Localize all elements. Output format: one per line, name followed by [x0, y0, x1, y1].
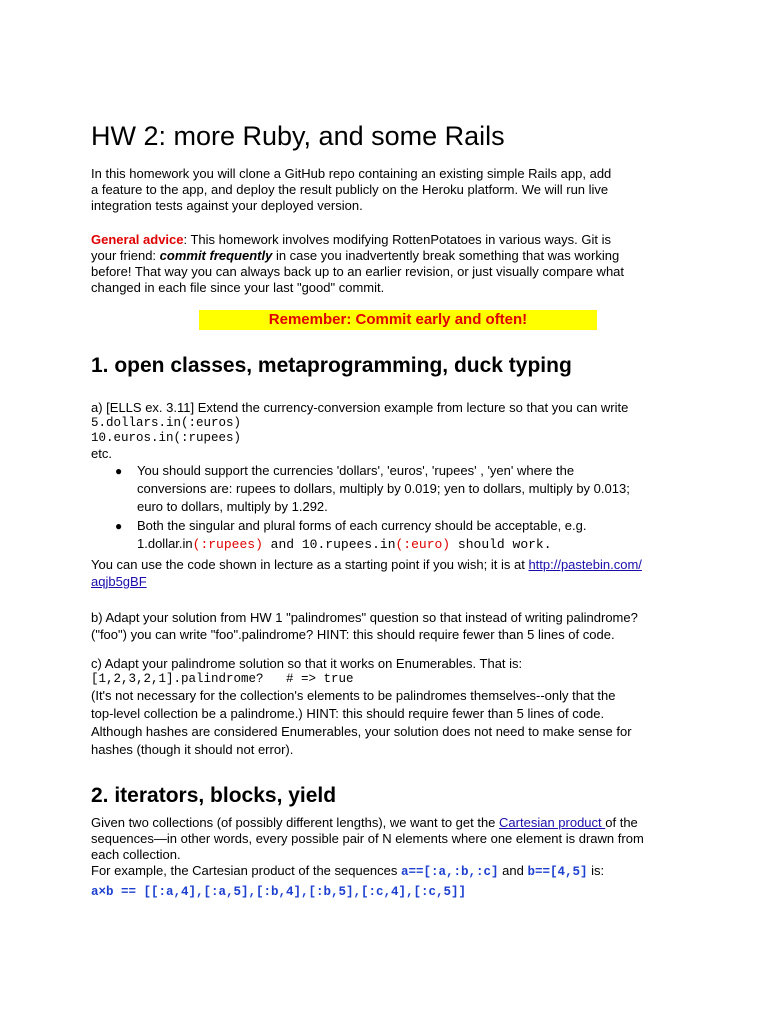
bullet-icon: ●	[115, 464, 123, 478]
advice-text: changed in each file since your last "good" commit.	[91, 280, 385, 295]
advice-text: in case you inadvertently break something that was working	[272, 248, 620, 263]
code-line: 5.dollars.in(:euros)	[91, 416, 242, 430]
pastebin-text: You can use the code shown in lecture as a starting point if you wish; it is at	[91, 557, 529, 572]
bullet-item	[137, 517, 677, 554]
section2-text: For example, the Cartesian product of the sequences	[91, 863, 402, 878]
section2-text: is:	[587, 863, 605, 878]
section1-part-b	[91, 609, 691, 643]
advice-label: General advice	[91, 232, 184, 247]
bullet-line: 1.dollar.in	[137, 536, 193, 551]
section2-text: Given two collections (of possibly different lengths), we want to get the	[91, 815, 500, 830]
part-c-line: hashes (though it should not error).	[91, 742, 294, 757]
section2-text: and	[498, 863, 528, 878]
section2-text: each collection.	[91, 847, 181, 862]
pastebin-link[interactable]: http://pastebin.com/	[528, 557, 642, 572]
advice-text: before! That way you can always back up to an earlier revision, or just visually compare what	[91, 264, 625, 279]
reminder-banner: Remember: Commit early and often!	[199, 310, 597, 330]
section1-heading: 1. open classes, metaprogramming, duck typing	[91, 354, 572, 377]
code-line: 10.euros.in(:rupees)	[91, 431, 242, 445]
part-c-line: Although hashes are considered Enumerables, your solution does not need to make sense for	[91, 724, 632, 739]
code-snippet: b==[4,5]	[527, 865, 588, 879]
bullet-line: You should support the currencies 'dollars', 'euros', 'rupees' , 'yen' where the	[137, 463, 575, 478]
advice-emphasis: commit frequently	[159, 248, 273, 263]
code-snippet: and 10.rupees.in	[262, 537, 396, 552]
page-title: HW 2: more Ruby, and some Rails	[91, 121, 505, 151]
section2-text: sequences—in other words, every possible pair of N elements where one element is drawn from	[91, 831, 644, 846]
code-snippet: should work.	[450, 537, 552, 552]
intro-line: a feature to the app, and deploy the result publicly on the Heroku platform. We will run live	[91, 182, 609, 197]
intro-line: In this homework you will clone a GitHub repo containing an existing simple Rails app, add	[91, 166, 612, 181]
intro-paragraph	[91, 166, 691, 214]
bullet-line: Both the singular and plural forms of each currency should be acceptable, e.g.	[137, 518, 587, 533]
section1-part-a	[91, 400, 691, 462]
part-a-etc: etc.	[91, 446, 112, 461]
part-c-line: top-level collection be a palindrome.) HINT: this should require fewer than 5 lines of code.	[91, 706, 605, 721]
advice-text: your friend:	[91, 248, 160, 263]
advice-text: : This homework involves modifying RottenPotatoes in various ways. Git is	[183, 232, 611, 247]
part-c-intro: c) Adapt your palindrome solution so that it works on Enumerables. That is:	[91, 656, 523, 671]
section2-paragraph	[91, 815, 691, 900]
section2-text: of the	[605, 815, 638, 830]
cartesian-product-link[interactable]: Cartesian product	[499, 815, 606, 830]
section2-heading: 2. iterators, blocks, yield	[91, 784, 337, 807]
part-c-line: (It's not necessary for the collection's elements to be palindromes themselves--only that the	[91, 688, 616, 703]
bullet-item	[137, 462, 677, 516]
pastebin-link[interactable]: aqjb5gBF	[91, 574, 147, 589]
bullet-line: conversions are: rupees to dollars, multiply by 0.019; yen to dollars, multiply by 0.013;	[137, 481, 630, 496]
section1-part-c	[91, 656, 691, 759]
pastebin-paragraph	[91, 556, 691, 590]
part-a-intro: a) [ELLS ex. 3.11] Extend the currency-conversion example from lecture so that you can write	[91, 400, 629, 415]
code-snippet: a==[:a,:b,:c]	[401, 865, 499, 879]
advice-paragraph	[91, 232, 691, 296]
intro-line: integration tests against your deployed version.	[91, 198, 363, 213]
code-snippet: (:rupees)	[192, 537, 263, 552]
code-snippet: (:euro)	[395, 537, 451, 552]
code-line: [1,2,3,2,1].palindrome? # => true	[91, 672, 354, 686]
bullet-icon: ●	[115, 519, 123, 533]
bullet-line: euro to dollars, multiply by 1.292.	[137, 499, 328, 514]
code-snippet: a×b == [[:a,4],[:a,5],[:b,4],[:b,5],[:c,4],[:c,5]]	[91, 885, 467, 899]
part-b-line: ("foo") you can write "foo".palindrome? HINT: this should require fewer than 5 lines of code.	[91, 627, 615, 642]
part-b-line: b) Adapt your solution from HW 1 "palindromes" question so that instead of writing palindrome?	[91, 610, 638, 625]
